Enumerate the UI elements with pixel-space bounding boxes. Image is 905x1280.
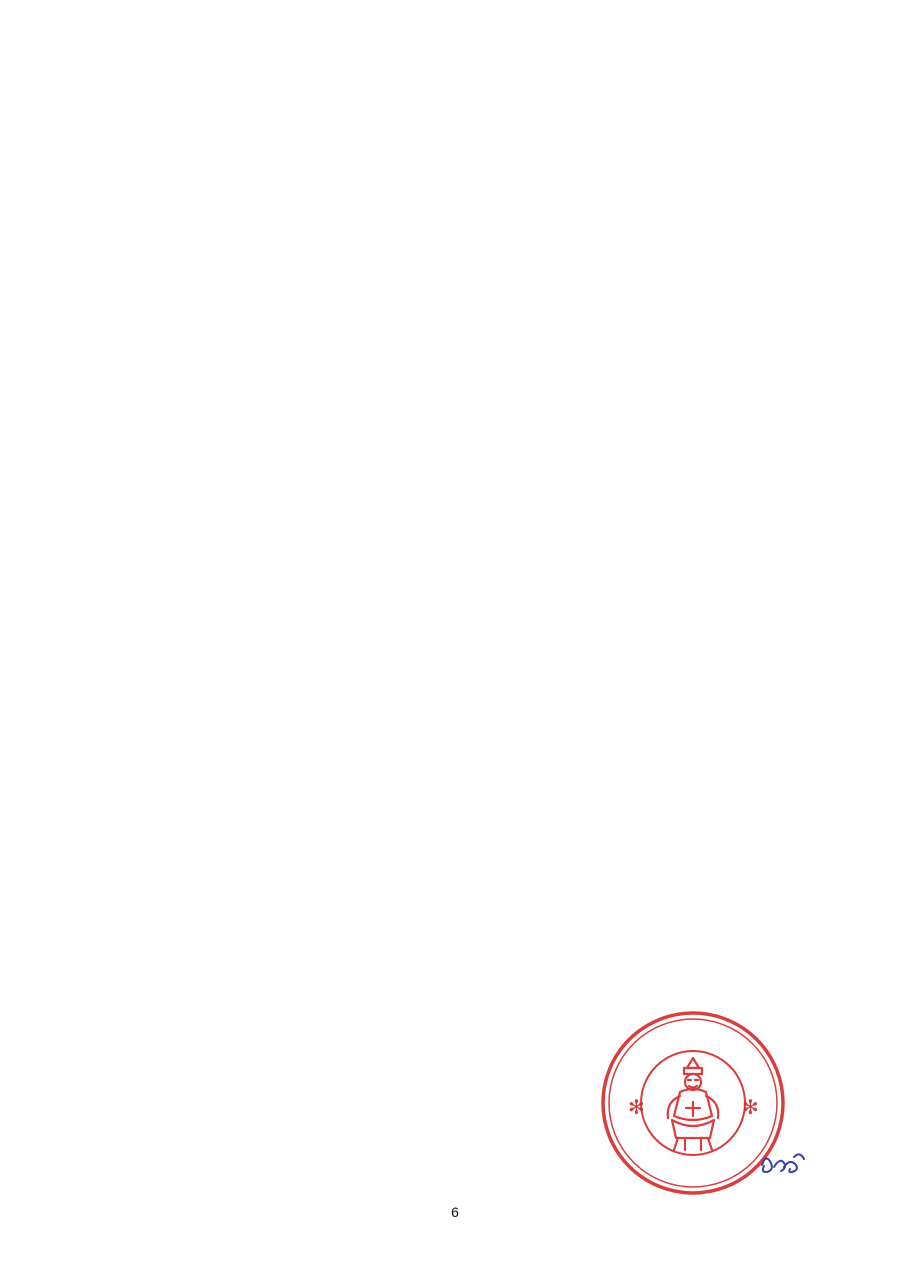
- handwritten-initials-signature: [758, 1145, 808, 1179]
- stamp-star-left-icon: ✻: [628, 1095, 645, 1119]
- page-number: 6: [451, 1204, 459, 1220]
- stamp-guardian-figure-icon: [668, 1058, 719, 1150]
- stamp-star-right-icon: ✻: [742, 1095, 759, 1119]
